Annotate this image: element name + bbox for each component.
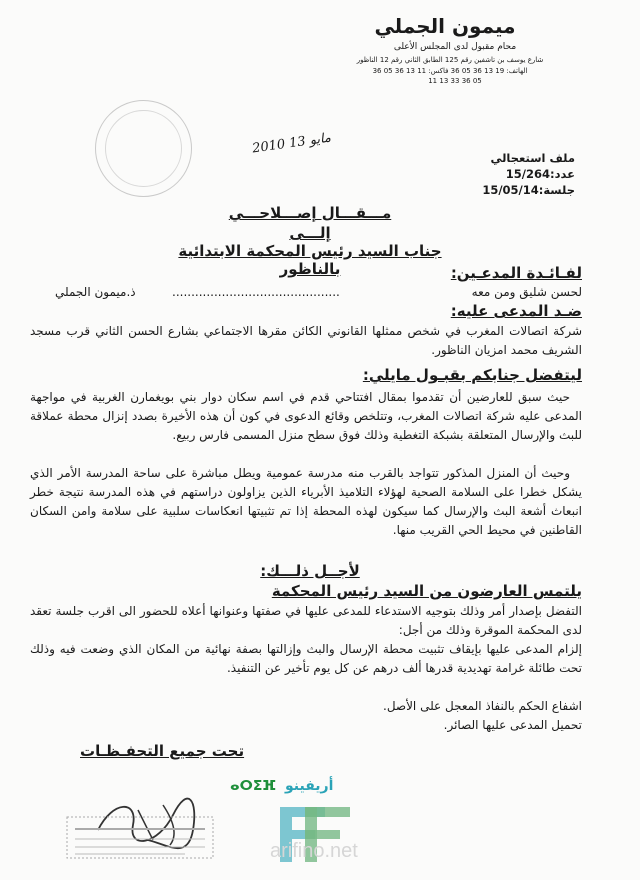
plaintiffs-label: لفـائـدة المدعـين: (450, 264, 582, 282)
request-paragraph-1: التفضل بإصدار أمر وذلك بتوجيه الاستدعاء للمدعى عليها في صفتها وعنوانها أعلاه للحضور الى اقرب جلسة تعقد لدى المحكمة الموقرة وذلك من أجل: (30, 604, 582, 637)
watermark-url: arifino.net (270, 840, 358, 862)
letterhead-phone: الهاتف: 19 13 36 05 36 فاكس: 11 13 36 05 36 (372, 67, 528, 75)
plaintiffs-dots: ............................................ (172, 285, 340, 299)
file-urgent: ملف استعجالي (490, 151, 575, 165)
letterhead-title: محام مقبول لدى المجلس الأعلى (393, 42, 517, 52)
body-label: ليتفضل جنابكم بقبـول مايلي: (362, 366, 582, 384)
watermark-tifinagh: ⴰⵔⵉⴼ (230, 778, 277, 794)
letterhead-name: ميمون الجملي (374, 14, 516, 38)
memo-to: إلـــى (289, 224, 331, 242)
request-paragraph-2: إلزام المدعى عليها بإيقاف تثبيت محطة الإرسال والبث وإزالتها بصفة نهائية من المكان الذي وضعت فيه وذلك تحت طائلة غرامة تهديدية قدرها ألف درهم عن كل يوم تأخير عن التنفيذ. (30, 642, 582, 675)
reasons-label: لأجــل ذلـــك: (260, 562, 360, 580)
letterhead-phone-2: 05 36 33 13 11 (428, 77, 482, 85)
received-date-stamp: 2010 مايو 13 (251, 130, 332, 157)
plaintiffs-lawyer: ذ.ميمون الجملي (55, 285, 136, 299)
letterhead-address: شارع يوسف بن تاشفين رقم 125 الطابق الثاني رقم 12 الناظور (356, 56, 544, 64)
request-paragraph-3: اشفاع الحكم بالنفاذ المعجل على الأصل. (383, 699, 582, 713)
request-title: يلتمس العارضون من السيد رئيس المحكمة (271, 582, 582, 600)
request-paragraph-4: تحميل المدعى عليها الصائر. (443, 718, 582, 732)
file-number: عدد:15/264 (505, 167, 575, 181)
watermark-arabic: أريفينو (285, 778, 334, 794)
closing-reservations: تحت جميع التحفـظـات (80, 742, 245, 760)
defendant-text: شركة اتصالات المغرب في شخص ممثلها القانوني الكائن مقرها الاجتماعي بشارع الحسن الثاني قرب مسجد الشريف محمد امزيان الناظور. (30, 324, 582, 357)
body-paragraph-1: حيث سبق للعارضين أن تقدموا بمقال افتتاحي قدم في اسم سكان دوار بني بويغمارن الغربية في مواجهة المدعى عليه شركة اتصالات المغرب، وتتلخص وقائع الدعوى في كون أن هذه الأخيرة بصدد إنزال محطة عملاقة للبث والإرسال المتعلقة بشبكة التغطية وذلك فوق سطح منزل المسمى فارس ربيع. (30, 390, 582, 442)
file-info (375, 150, 575, 198)
file-session: جلسة:15/05/14 (482, 183, 575, 197)
defendant-label: ضـد المدعى عليه: (450, 302, 582, 320)
lawyer-stamp-icon (65, 815, 215, 860)
memo-addressee: جناب السيد رئيس المحكمة الابتدائية بالناظور (178, 242, 442, 278)
court-stamp-inner-circle (105, 110, 182, 187)
plaintiffs-name: لحسن شليق ومن معه (471, 285, 582, 299)
memo-title: مـــقـــال إصـــلاحـــي (228, 204, 392, 222)
body-paragraph-2: وحيث أن المنزل المذكور تتواجد بالقرب منه مدرسة عمومية ويطل مباشرة على ساحة المدرسة الأمر الذي يشكل خطرا على السلامة الصحية لهؤلاء التلاميذ الأبرياء الذين يزاولون دراستهم في هذه المدرسة نتيجة خطر انبعاث أشعة البث والإرسال كما سيكون لهذه المحطة إذا تم تثبيتها انعكاسات سلبية على سلامة وامن السكان القاطنين في محيط الحي القريب منها. (30, 466, 582, 537)
